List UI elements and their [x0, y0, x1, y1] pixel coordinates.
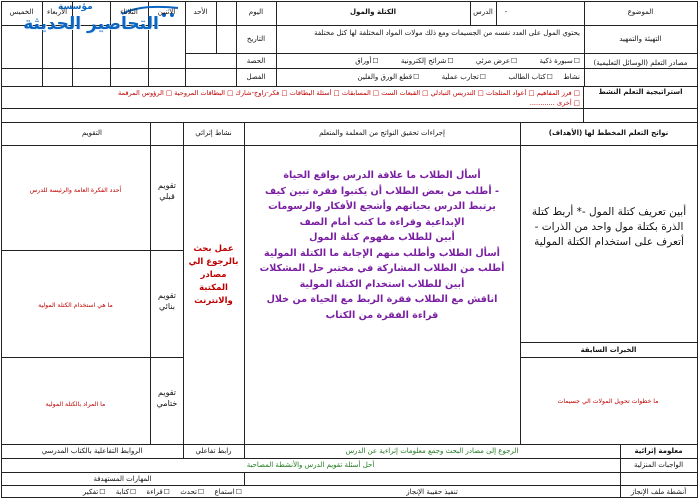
- resource-item: نشاط: [563, 73, 580, 81]
- day-wednesday: الأربعاء: [46, 8, 68, 16]
- resources-label: مصادر التعلم (الوسائل التعليمية): [593, 59, 688, 67]
- procedure-line: الإبداعية وقراءة ما كتب أمام الصف: [299, 216, 465, 228]
- day-label: اليوم: [248, 8, 264, 16]
- eval-text-summative: ما المراد بالكتلة المولية: [45, 401, 106, 408]
- skill-item[interactable]: ☐ تحدث: [180, 488, 204, 496]
- evaluation-header: التقويم: [82, 129, 102, 137]
- intro-label: التهيئة والتمهيد: [619, 35, 662, 43]
- resource-item[interactable]: ☐ كتاب الطالب: [508, 73, 553, 81]
- portfolio-text: تنفيذ حقيبة الإنجاز: [406, 488, 458, 496]
- procedure-line: أطلب من الطلاب المشاركة في مختبر حل المشكلات: [259, 263, 505, 274]
- logo-brand: التحاضير الحديثة: [23, 14, 159, 34]
- procedure-line: يرتبط الدرس بحياتهم وأشجع الأفكار والرسومات: [268, 201, 496, 212]
- enrichment-header: نشاط إثرائي: [195, 129, 232, 137]
- resource-item[interactable]: ☐ شرائح إلكترونية: [401, 57, 454, 65]
- resource-item[interactable]: ☐ عرض مرئي: [476, 57, 517, 65]
- procedure-line: أسأل الطلاب ما علاقة الدرس بواقع الحياة: [283, 170, 481, 181]
- prior-text: ما خطوات تحويل المولات الي جسيمات: [557, 398, 659, 405]
- day-thursday: الخميس: [9, 8, 34, 16]
- strategies-label: استراتيجية التعلم النشط: [598, 88, 683, 96]
- date-label: التاريخ: [246, 35, 266, 43]
- lesson-dash: -: [504, 8, 508, 16]
- procedure-line: أبين للطلاب مفهوم كتلة المول: [309, 232, 455, 243]
- procedure-line: اناقش مع الطلاب فقرة الربط مع الحياة من خلال: [266, 294, 498, 305]
- eval-label-pre: تقويم قبلي: [158, 181, 176, 201]
- resource-item[interactable]: ☐ تجارب عملية: [442, 73, 486, 81]
- portfolio-label: أنشطة ملف الإنجاز: [630, 488, 687, 496]
- info-text: الرجوع إلى مصادر البحث وجمع معلومات إثراءية عن الدرس: [345, 447, 519, 455]
- eval-label-summative: تقويم ختامي: [156, 388, 178, 408]
- procedures-text: [247, 168, 517, 323]
- resource-item[interactable]: ☐ قطع الورق والفلين: [358, 73, 420, 81]
- procedures-header: إجراءات تحقيق النواتج من المعلمة والمتعلم: [319, 129, 445, 137]
- period-label: الحصة: [246, 57, 266, 65]
- skills-list: [4, 488, 242, 497]
- eval-text-formative: ما هي استخدام الكتلة المولية: [38, 302, 113, 309]
- day-tuesday: الثلاثاء: [120, 8, 138, 16]
- strategies-line1: □ فرز المفاهيم □ أعواد المثلجات □ التدريس التبادلي □ القبعات الست □ المسابقات □ أسئلة البطاقات □ فكر-زاوج-شارك □ البطاقات المروحية □ الرؤوس المرقمة: [118, 89, 580, 97]
- procedure-line: - أطلب من بعض الطلاب أن يكتبوا فقرة تبين كيف: [265, 185, 499, 197]
- strategies-line2: □ أخرى ............: [529, 99, 580, 107]
- homework-text: أحل أسئلة تقويم الدرس والأنشطة المصاحبة: [246, 461, 375, 469]
- skills-label: المهارات المستهدفة: [93, 475, 152, 483]
- homework-label: الواجبات المنزلية: [633, 461, 684, 469]
- enrichment-text: عمل بحث بالرجوع الي مصادر المكتبة والانترنت: [188, 244, 239, 306]
- info-label: معلومة إثرائية: [634, 447, 683, 455]
- resources-line1: [280, 57, 580, 66]
- skill-item[interactable]: ☐ تفكير: [83, 488, 106, 496]
- outcomes-header: نواتج التعلم المخطط لها (الأهداف): [548, 129, 669, 137]
- subject-label: الموضوع: [627, 8, 654, 16]
- resource-item[interactable]: ☐ أوراق: [355, 57, 378, 65]
- eval-text-pre: أحدد الفكرة العامة والرئيسة للدرس: [29, 187, 122, 194]
- procedure-line: قراءة الفقرة من الكتاب: [325, 309, 439, 321]
- link-text[interactable]: الروابط التفاعلية بالكتاب المدرسي: [41, 447, 143, 455]
- eval-label-formative: تقويم بنائي: [158, 291, 176, 311]
- procedure-line: أسأل الطلاب وأطلب منهم الإجابة ما الكتلة المولية: [264, 247, 500, 259]
- link-label: رابط تفاعلي: [195, 447, 232, 455]
- class-label: الفصل: [246, 73, 266, 81]
- resources-line2: [280, 73, 580, 82]
- outcomes-text: أبين تعريف كتلة المول -* أربط كتلة الذرة بكتلة مول واحد من الذرات - أتعرف على استخدام الكتلة المولية: [531, 206, 687, 248]
- skill-item[interactable]: ☐ كتابة: [116, 488, 137, 496]
- prior-label: الخبرات السابقة: [580, 346, 637, 354]
- day-monday: الاثنين: [157, 8, 176, 16]
- skill-item[interactable]: ☐ استماع: [214, 488, 242, 496]
- skill-item[interactable]: ☐ قراءة: [147, 488, 170, 496]
- day-sunday: الأحد: [193, 8, 208, 16]
- lesson-label: الدرس: [473, 8, 493, 16]
- procedure-line: أبين للطلاب استخدام الكتلة المولية: [299, 278, 465, 290]
- intro-text: يحتوي المول على العدد نفسه من الجسيمات ومع ذلك مولات المواد المختلفة لها كتل مختلفة: [314, 29, 580, 37]
- subject-value: الكتلة والمول: [349, 8, 397, 16]
- logo-prefix: مؤسسة: [58, 2, 93, 12]
- resource-item[interactable]: ☐ سبورة ذكية: [540, 57, 580, 65]
